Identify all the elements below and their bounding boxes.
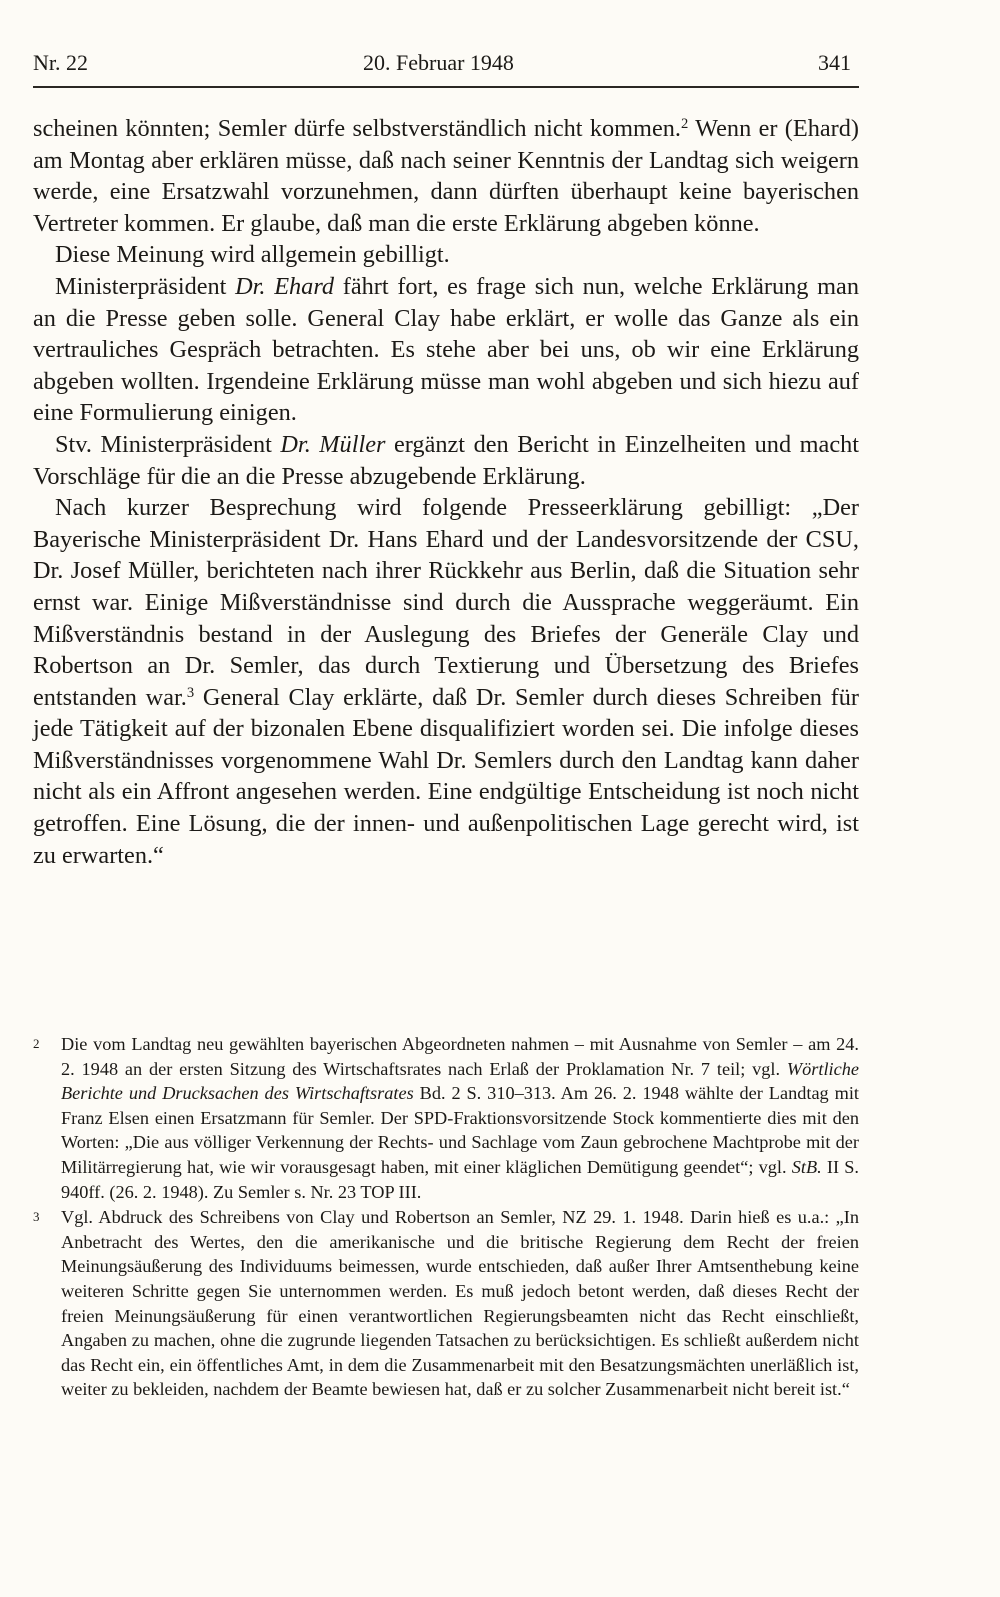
footnote-number: 3 xyxy=(33,1209,40,1225)
footnote-2: 2 Die vom Landtag neu gewählten bayerischen Abgeordneten nahmen – mit Ausnahme von Semler – am 24. 2. 1948 an der ersten Sitzung des Wirtschaftsrates nach Erlaß der Proklamation Nr. 7 teil; vgl. Wörtliche Berichte und Drucksachen des Wirtschaftsrates Bd. 2 S. 310–313. Am 26. 2. 1948 wählte der Landtag mit Franz Elsen einen Ersatzmann für Semler. Der SPD-Fraktionsvorsitzende Stock kommentierte dies mit den Worten: „Die aus völliger Verkennung der Rechts- und Sachlage vom Zaun gebrochene Machtprobe mit der Militärregierung hat, wie wir vorausgesagt haben, mit einer kläglichen Demütigung geendet“; vgl. StB. II S. 940ff. (26. 2. 1948). Zu Semler s. Nr. 23 TOP III. xyxy=(33,1034,859,1202)
page-number: 341 xyxy=(818,50,851,75)
speaker-name: Dr. Ehard xyxy=(235,272,335,300)
running-header xyxy=(33,46,859,80)
speaker-name: Dr. Müller xyxy=(280,430,386,458)
paragraph-1: scheinen könnten; Semler dürfe selbstverständlich nicht kommen.$^2$ Wenn er (Ehard) am Montag aber erklären müsse, daß nach seiner Kenntnis der Landtag sich weigern werde, eine Ersatzwahl vorzunehmen, dann dürften überhaupt keine bayerischen Vertreter kommen. Er glaube, daß man die erste Erklärung abgeben könne. xyxy=(33,115,859,237)
header-rule xyxy=(33,86,859,88)
footnote-3: 3 Vgl. Abdruck des Schreibens von Clay und Robertson an Semler, NZ 29. 1. 1948. Darin hieß es u.a.: „In Anbetracht des Wertes, den die amerikanische und die britische Regierung dem Recht der freien Meinungsäußerung des Individuums beimessen, wurde entschieden, daß außer Ihrer Amtsenthebung keine weiteren Schritte gegen Sie unternommen werden. Es muß jedoch betont werden, daß dieses Recht der freien Meinungsäußerung für einen verantwortlichen Regierungsbeamten nicht das Recht einschließt, Angaben zu machen, ohne die zugrunde liegenden Tatsachen zu berücksichtigen. Es schließt außerdem nicht das Recht ein, ein öffentliches Amt, in dem die Zusammenarbeit mit den Besatzungsmächten unerläßlich ist, weiter zu bekleiden, nachdem der Beamte bewiesen hat, daß er zu solcher Zusammenarbeit nicht bereit ist.“ xyxy=(33,1207,859,1400)
book-page xyxy=(33,0,859,1597)
footnotes xyxy=(33,1032,859,1402)
paragraph-5: Nach kurzer Besprechung wird folgende Presseerklärung gebilligt: „Der Bayerische Ministerpräsident Dr. Hans Ehard und der Landesvorsitzende der CSU, Dr. Josef Müller, berichteten nach ihrer Rückkehr aus Berlin, daß die Situation sehr ernst war. Einige Mißverständnisse sind durch die Aussprache weggeräumt. Ein Mißverständnis bestand in der Auslegung des Briefes der Generäle Clay und Robertson an Dr. Semler, das durch Textierung und Übersetzung des Briefes entstanden war.$^3$ General Clay erklärte, daß Dr. Semler durch dieses Schreiben für jede Tätigkeit auf der bizonalen Ebene disqualifiziert worden sei. Die infolge dieses Mißverständnisses vorgenommene Wahl Dr. Semlers durch den Landtag kann daher nicht als ein Affront angesehen werden. Eine endgültige Entscheidung ist noch nicht getroffen. Eine Lösung, die der innen- und außenpolitischen Lage gerecht wird, ist zu erwarten.“ xyxy=(33,494,860,869)
paragraph-2: Diese Meinung wird allgemein gebilligt. xyxy=(55,241,450,269)
header-date: 20. Februar 1948 xyxy=(363,50,514,75)
footnote-ref-2: 2 xyxy=(680,115,689,132)
publication-title: Wörtliche Berichte und Drucksachen des Wirtschaftsrates xyxy=(61,1058,859,1104)
footnote-ref-3: 3 xyxy=(186,684,195,701)
footnote-number: 2 xyxy=(33,1036,40,1051)
main-text xyxy=(33,113,859,871)
paragraph-4: Stv. Ministerpräsident Dr. Müller ergänzt den Bericht in Einzelheiten und macht Vorschläge für die an die Presse abzugebende Erklärung. xyxy=(33,430,860,490)
paragraph-3: Ministerpräsident Dr. Ehard fährt fort, es frage sich nun, welche Erklärung man an die Presse geben solle. General Clay habe erklärt, er wolle das Ganze als ein vertrauliches Gespräch betrachten. Es stehe aber bei uns, ob wir eine Erklärung abgeben wollten. Irgendeine Erklärung müsse man wohl abgeben und sich hiezu auf eine Formulierung einigen. xyxy=(33,272,859,427)
document-number: Nr. 22 xyxy=(33,50,88,75)
publication-abbrev: StB. xyxy=(791,1156,822,1177)
